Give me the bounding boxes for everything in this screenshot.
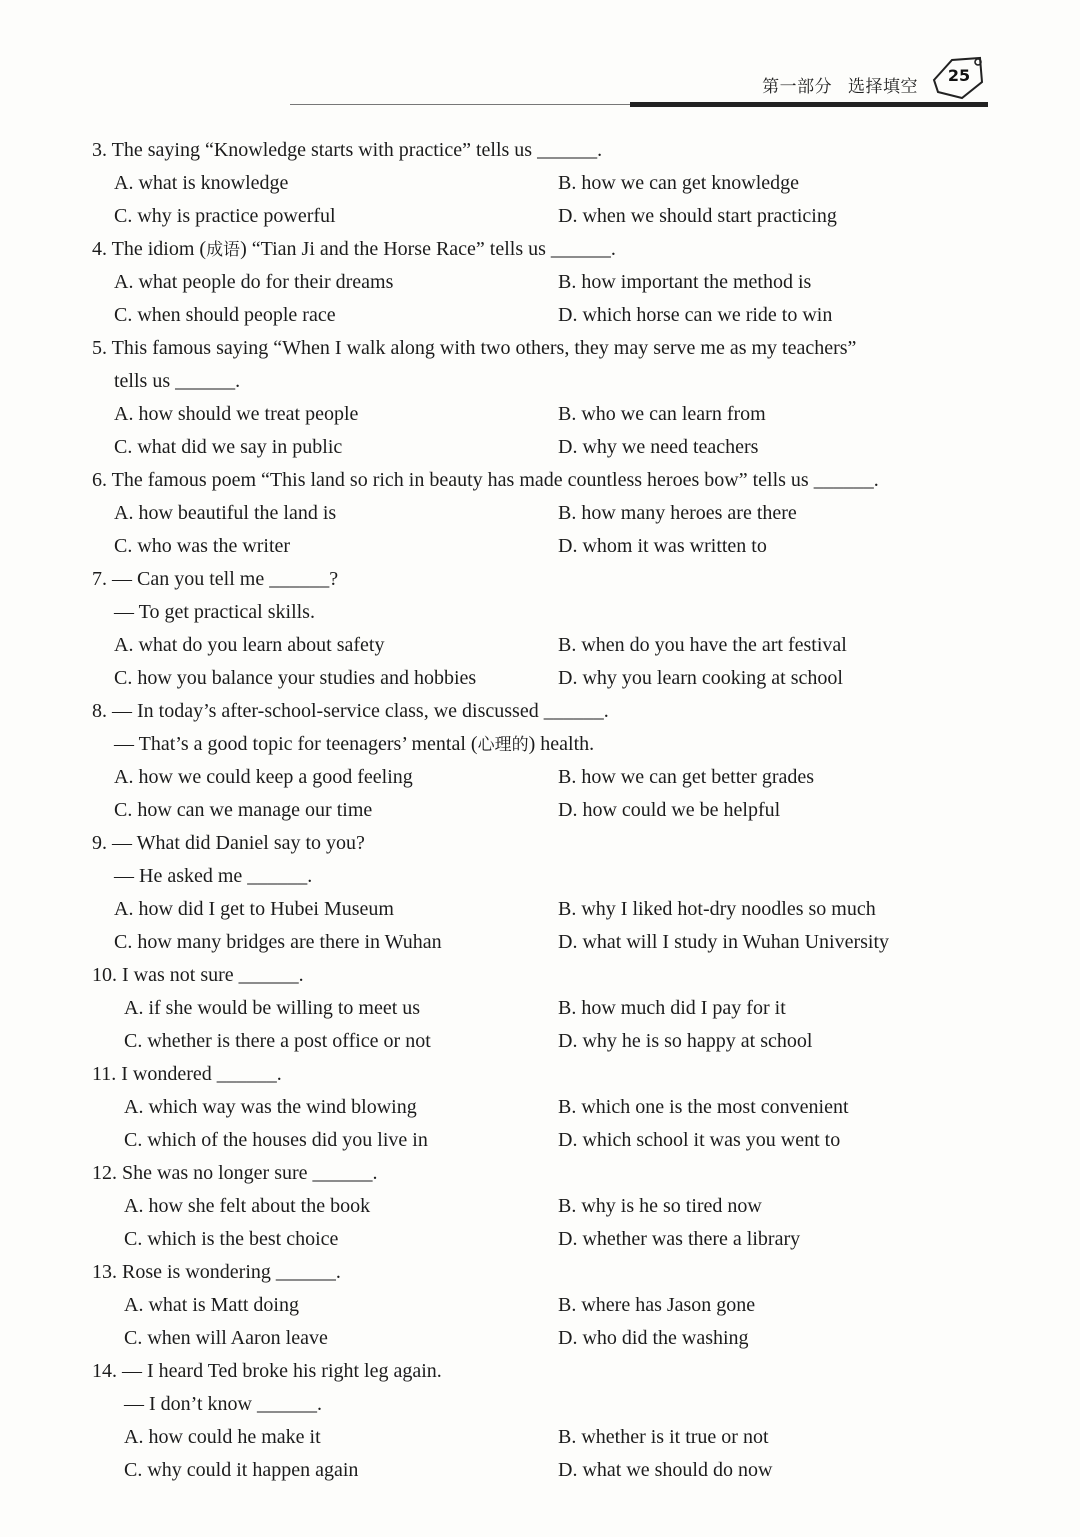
option-c: C. how you balance your studies and hobbies (114, 667, 477, 689)
option-a: A. how beautiful the land is (114, 502, 337, 524)
question-11 (90, 1058, 1000, 1157)
option-d: D. who did the washing (558, 1327, 749, 1349)
option-row (90, 200, 1000, 233)
option-row (90, 266, 1000, 299)
question-stem: 12. She was no longer sure ______. (92, 1162, 378, 1184)
option-row (90, 926, 1000, 959)
option-row (90, 1421, 1000, 1454)
dialogue-reply (90, 728, 1000, 761)
question-stem: 9. — What did Daniel say to you? (92, 832, 365, 854)
option-row (90, 167, 1000, 200)
option-d: D. how could we be helpful (558, 799, 781, 821)
option-row (90, 1454, 1000, 1487)
question-13 (90, 1256, 1000, 1355)
option-c: C. who was the writer (114, 535, 291, 557)
option-a: A. how she felt about the book (124, 1195, 371, 1217)
page-number: 25 (947, 66, 971, 85)
reply-part: — That’s a good topic for teenagers’ mental ( (114, 733, 478, 755)
stem-part: ) “Tian Ji and the Horse Race” tells us ______. (240, 238, 616, 260)
reply-chinese-gloss: 心理的 (477, 735, 529, 755)
option-row (90, 1091, 1000, 1124)
option-b: B. whether is it true or not (558, 1426, 769, 1448)
option-d: D. why we need teachers (558, 436, 759, 458)
option-b: B. where has Jason gone (558, 1294, 756, 1316)
option-d: D. why you learn cooking at school (558, 667, 843, 689)
option-row (90, 497, 1000, 530)
option-row (90, 662, 1000, 695)
stem-part: 4. The idiom ( (92, 238, 207, 260)
option-a: A. how did I get to Hubei Museum (114, 898, 394, 920)
option-c: C. why could it happen again (124, 1459, 359, 1481)
option-b: B. how much did I pay for it (558, 997, 786, 1019)
question-stem-continued: tells us ______. (114, 370, 241, 392)
question-stem (90, 233, 1000, 266)
option-b: B. who we can learn from (558, 403, 766, 425)
option-d: D. whom it was written to (558, 535, 767, 557)
option-a: A. how could he make it (124, 1426, 321, 1448)
option-row (90, 1289, 1000, 1322)
option-a: A. what do you learn about safety (114, 634, 385, 656)
option-c: C. how can we manage our time (114, 799, 373, 821)
page-header (290, 50, 990, 110)
option-row (90, 1124, 1000, 1157)
option-b: B. when do you have the art festival (558, 634, 847, 656)
option-c: C. when will Aaron leave (124, 1327, 328, 1349)
dialogue-reply: — I don’t know ______. (124, 1393, 322, 1415)
option-b: B. how we can get better grades (558, 766, 815, 788)
option-c: C. what did we say in public (114, 436, 343, 458)
header-rule-thick (630, 102, 988, 107)
option-b: B. how we can get knowledge (558, 172, 800, 194)
question-stem: 10. I was not sure ______. (92, 964, 304, 986)
option-a: A. which way was the wind blowing (124, 1096, 417, 1118)
option-a: A. what is Matt doing (124, 1294, 299, 1316)
option-row (90, 893, 1000, 926)
question-6 (90, 464, 1000, 563)
section-title: 第一部分 选择填空 (762, 77, 918, 97)
option-row (90, 629, 1000, 662)
option-c: C. how many bridges are there in Wuhan (114, 931, 442, 953)
option-b: B. how many heroes are there (558, 502, 797, 524)
question-stem: 5. This famous saying “When I walk along with two others, they may serve me as my teachers” (92, 337, 857, 359)
option-d: D. when we should start practicing (558, 205, 837, 227)
option-row (90, 1190, 1000, 1223)
option-b: B. why I liked hot-dry noodles so much (558, 898, 876, 920)
option-d: D. which school it was you went to (558, 1129, 841, 1151)
option-c: C. which is the best choice (124, 1228, 339, 1250)
option-c: C. whether is there a post office or not (124, 1030, 431, 1052)
option-row (90, 992, 1000, 1025)
option-d: D. why he is so happy at school (558, 1030, 813, 1052)
question-9 (90, 827, 1000, 959)
option-d: D. whether was there a library (558, 1228, 801, 1250)
question-5 (90, 332, 1000, 464)
option-c: C. when should people race (114, 304, 336, 326)
question-stem: 13. Rose is wondering ______. (92, 1261, 341, 1283)
page-number-badge (930, 52, 988, 102)
stem-chinese-gloss: 成语 (206, 240, 241, 260)
option-a: A. if she would be willing to meet us (124, 997, 421, 1019)
question-stem: 8. — In today’s after-school-service class, we discussed ______. (92, 700, 609, 722)
option-a: A. what is knowledge (114, 172, 289, 194)
question-12 (90, 1157, 1000, 1256)
option-row (90, 794, 1000, 827)
question-3 (90, 134, 1000, 233)
option-b: B. how important the method is (558, 271, 812, 293)
option-row (90, 761, 1000, 794)
option-row (90, 431, 1000, 464)
option-d: D. which horse can we ride to win (558, 304, 833, 326)
option-row (90, 398, 1000, 431)
question-10 (90, 959, 1000, 1058)
option-row (90, 530, 1000, 563)
option-row (90, 1025, 1000, 1058)
reply-part: ) health. (528, 733, 595, 755)
option-row (90, 299, 1000, 332)
option-row (90, 1223, 1000, 1256)
option-a: A. how we could keep a good feeling (114, 766, 413, 788)
question-14 (90, 1355, 1000, 1487)
question-stem: 3. The saying “Knowledge starts with practice” tells us ______. (92, 139, 603, 161)
option-b: B. which one is the most convenient (558, 1096, 849, 1118)
option-row (90, 1322, 1000, 1355)
question-8 (90, 695, 1000, 827)
question-stem: 7. — Can you tell me ______? (92, 568, 339, 590)
question-stem: 14. — I heard Ted broke his right leg again. (92, 1360, 442, 1382)
option-c: C. why is practice powerful (114, 205, 336, 227)
option-d: D. what we should do now (558, 1459, 773, 1481)
question-7 (90, 563, 1000, 695)
question-list (90, 134, 1000, 1487)
option-d: D. what will I study in Wuhan University (558, 931, 890, 953)
question-4 (90, 233, 1000, 332)
option-a: A. what people do for their dreams (114, 271, 394, 293)
option-c: C. which of the houses did you live in (124, 1129, 428, 1151)
dialogue-reply: — He asked me ______. (114, 865, 313, 887)
option-a: A. how should we treat people (114, 403, 359, 425)
dialogue-reply: — To get practical skills. (114, 601, 315, 623)
question-stem: 11. I wondered ______. (92, 1063, 282, 1085)
option-b: B. why is he so tired now (558, 1195, 762, 1217)
question-stem: 6. The famous poem “This land so rich in beauty has made countless heroes bow” tells us ______. (92, 469, 879, 491)
